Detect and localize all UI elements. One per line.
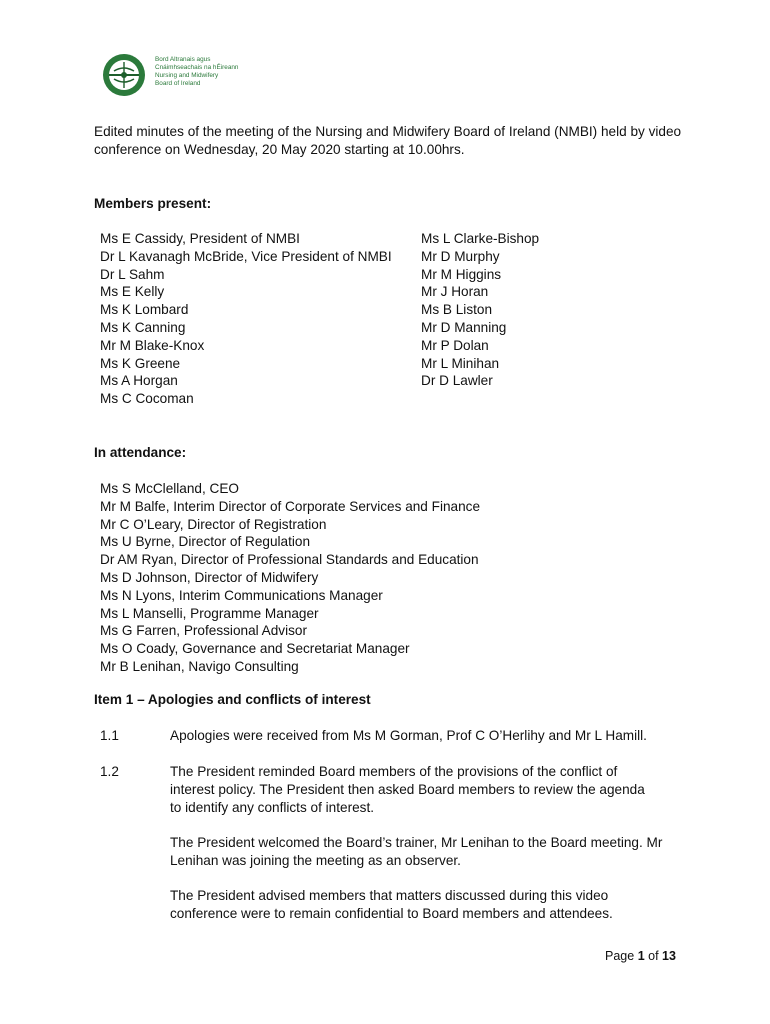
list-item: Ms D Johnson, Director of Midwifery xyxy=(100,569,319,585)
list-item: Ms S McClelland, CEO xyxy=(100,481,239,496)
list-item: Ms K Canning xyxy=(100,319,186,335)
list-item: Mr M Blake-Knox xyxy=(100,337,205,353)
item-number: 1.2 xyxy=(100,764,119,779)
nmbi-logo xyxy=(100,52,240,98)
attendance-list xyxy=(100,480,480,676)
intro-paragraph: Edited minutes of the meeting of the Nursing and Midwifery Board of Ireland (NMBI) held by video conference on Wednesday, 20 May 2020 starting at 10.00hrs. xyxy=(94,124,682,157)
list-item: Ms N Lyons, Interim Communications Manager xyxy=(100,587,383,603)
nmbi-emblem-icon xyxy=(100,52,148,98)
item-number: 1.1 xyxy=(100,728,119,743)
list-item: Mr P Dolan xyxy=(421,337,489,353)
list-item: Ms C Cocoman xyxy=(100,391,194,407)
members-list-right xyxy=(421,230,539,390)
list-item: Ms U Byrne, Director of Regulation xyxy=(100,534,311,550)
item-text: The President reminded Board members of the provisions of the conflict of interest policy. The President then asked Board members to review the agenda to identify any conflicts of interest. xyxy=(170,764,645,815)
list-item: Ms G Farren, Professional Advisor xyxy=(100,623,307,639)
list-item: Ms K Lombard xyxy=(100,302,189,318)
list-item: Ms E Cassidy, President of NMBI xyxy=(100,231,300,246)
list-item: Mr D Manning xyxy=(421,319,507,335)
list-item: Mr M Balfe, Interim Director of Corporate Services and Finance xyxy=(100,498,481,514)
page-number: Page 1 of 13 xyxy=(605,949,676,963)
list-item: Ms L Clarke-Bishop xyxy=(421,231,540,246)
minute-paragraph: The President advised members that matters discussed during this video conference were to remain confidential to Board members and attendees. xyxy=(170,888,613,921)
list-item: Ms O Coady, Governance and Secretariat Manager xyxy=(100,641,410,657)
list-item: Dr D Lawler xyxy=(421,373,493,389)
logo-wordmark: Bord Altranais agus Cnáimhseachais na hÉireann Nursing and Midwifery Board of Ireland xyxy=(155,56,239,87)
members-list-left xyxy=(100,230,392,408)
list-item: Mr M Higgins xyxy=(421,266,502,282)
attendance-heading: In attendance: xyxy=(94,445,187,460)
minute-paragraph: The President welcomed the Board’s trainer, Mr Lenihan to the Board meeting. Mr Lenihan was joining the meeting as an observer. xyxy=(170,835,663,868)
item-text: Apologies were received from Ms M Gorman, Prof C O’Herlihy and Mr L Hamill. xyxy=(170,728,647,743)
list-item: Dr L Kavanagh McBride, Vice President of NMBI xyxy=(100,248,392,264)
list-item: Ms K Greene xyxy=(100,355,181,371)
item1-heading: Item 1 – Apologies and conflicts of interest xyxy=(94,692,371,707)
list-item: Dr AM Ryan, Director of Professional Standards and Education xyxy=(100,552,479,568)
list-item: Ms A Horgan xyxy=(100,373,178,389)
list-item: Ms L Manselli, Programme Manager xyxy=(100,605,319,621)
list-item: Mr D Murphy xyxy=(421,248,500,264)
members-heading: Members present: xyxy=(94,196,212,211)
list-item: Ms B Liston xyxy=(421,302,493,318)
list-item: Mr C O’Leary, Director of Registration xyxy=(100,516,327,532)
list-item: Mr J Horan xyxy=(421,284,489,300)
list-item: Mr L Minihan xyxy=(421,355,500,371)
list-item: Dr L Sahm xyxy=(100,266,165,282)
list-item: Mr B Lenihan, Navigo Consulting xyxy=(100,658,299,674)
list-item: Ms E Kelly xyxy=(100,284,165,300)
